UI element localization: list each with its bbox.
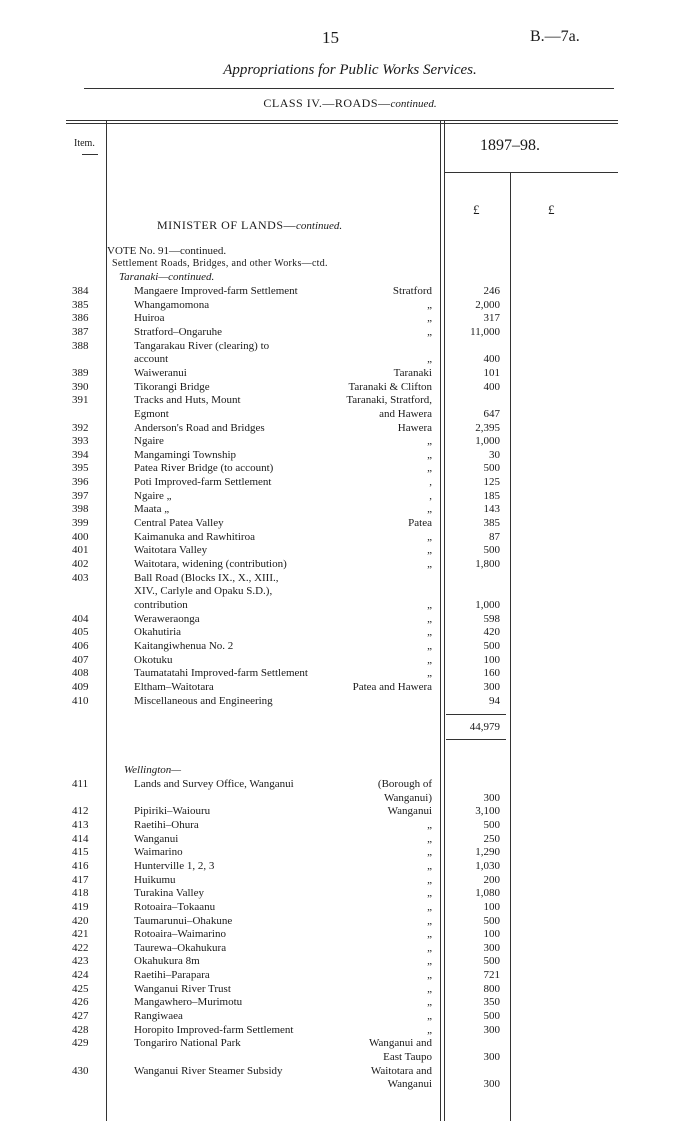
item-district: „ xyxy=(427,653,432,666)
heading-rule xyxy=(84,88,614,89)
region-wellington: Wellington— xyxy=(124,764,182,776)
item-number: 425 xyxy=(72,982,89,995)
class-label: CLASS IV.—ROADS— xyxy=(263,96,391,110)
year-header-rule xyxy=(444,172,618,173)
item-number: 401 xyxy=(72,544,89,557)
table-top-rule xyxy=(66,120,618,121)
table-row xyxy=(0,955,700,968)
table-row xyxy=(0,326,700,339)
item-amount: 100 xyxy=(483,900,500,913)
item-name: Waimarino xyxy=(134,846,183,859)
item-name: Taurewa–Okahukura xyxy=(134,941,227,954)
item-amount: 500 xyxy=(483,639,500,652)
item-name: Hunterville 1, 2, 3 xyxy=(134,859,215,872)
item-name: Okahutiria xyxy=(134,626,182,639)
item-number: 420 xyxy=(72,914,89,927)
table-row xyxy=(0,558,700,571)
item-amount: 100 xyxy=(483,928,500,941)
item-district: East Taupo xyxy=(383,1051,432,1063)
item-name: Central Patea Valley xyxy=(134,517,224,530)
region-taranaki: Taranaki—continued. xyxy=(119,271,215,283)
item-amount: 200 xyxy=(483,873,500,886)
item-district: (Borough of xyxy=(377,778,432,790)
item-number: 388 xyxy=(72,339,89,352)
item-name: Kaimanuka and Rawhitiroa xyxy=(134,530,255,543)
table-row xyxy=(0,585,700,598)
item-district: „ xyxy=(427,846,432,859)
item-name: Huikumu xyxy=(134,873,176,886)
item-amount: 300 xyxy=(483,941,500,954)
item-name: Tracks and Huts, Mount xyxy=(134,394,241,407)
item-number: 411 xyxy=(72,778,89,790)
item-number: 385 xyxy=(72,298,89,311)
item-name: Ngaire xyxy=(134,435,164,448)
item-amount: 300 xyxy=(483,1078,500,1091)
item-district: Patea xyxy=(408,517,432,530)
item-district: Waitotara and xyxy=(370,1064,432,1077)
item-amount: 350 xyxy=(483,996,500,1009)
item-amount: 143 xyxy=(483,503,500,516)
item-amount: 500 xyxy=(483,955,500,968)
item-district: Taranaki & Clifton xyxy=(348,380,432,393)
table-row xyxy=(0,626,700,639)
minister-heading xyxy=(157,218,342,233)
table-row xyxy=(0,778,700,791)
table-row xyxy=(0,928,700,941)
item-name: Eltham–Waitotara xyxy=(134,680,214,693)
item-number: 421 xyxy=(72,928,89,941)
vote-heading: VOTE No. 91—continued. xyxy=(107,245,227,257)
item-amount: 500 xyxy=(483,818,500,831)
item-number: 418 xyxy=(72,887,89,900)
item-amount: 400 xyxy=(483,380,500,393)
page-heading: Appropriations for Public Works Services. xyxy=(223,62,477,78)
item-number: 408 xyxy=(72,667,89,680)
class-line xyxy=(0,96,700,111)
item-district: „ xyxy=(427,818,432,831)
item-district: Wanganui) xyxy=(384,791,432,804)
item-amount: 125 xyxy=(483,476,500,489)
item-district: „ xyxy=(427,859,432,872)
item-amount: 500 xyxy=(483,914,500,927)
item-amount: 185 xyxy=(483,489,500,502)
item-amount: 300 xyxy=(483,791,500,804)
item-district: Hawera xyxy=(397,421,432,434)
item-district: „ xyxy=(427,503,432,516)
item-number: 390 xyxy=(72,380,89,393)
item-name: Miscellaneous and Engineering xyxy=(134,694,273,707)
item-name: Waitotara Valley xyxy=(134,544,208,557)
table-row xyxy=(0,1065,700,1078)
item-amount: 800 xyxy=(483,982,500,995)
item-name: Raetihi–Ohura xyxy=(134,818,199,831)
item-district: „ xyxy=(427,982,432,995)
item-amount: 1,000 xyxy=(475,435,500,448)
item-amount: 2,000 xyxy=(475,298,500,311)
table-row xyxy=(0,449,700,462)
item-name: Waitotara, widening (contribution) xyxy=(134,558,287,570)
item-number: 398 xyxy=(72,503,89,516)
item-amount: 246 xyxy=(483,285,500,297)
item-name: Mangaere Improved-farm Settlement xyxy=(134,285,298,297)
item-number: 394 xyxy=(72,448,89,461)
item-number: 427 xyxy=(72,1010,89,1023)
table-row xyxy=(0,613,700,626)
item-district: Wanganui xyxy=(387,1078,432,1091)
table-row xyxy=(0,381,700,394)
item-number: 415 xyxy=(72,846,89,859)
item-name: Waiweranui xyxy=(134,366,187,379)
item-header-dash xyxy=(82,154,98,155)
item-name: account xyxy=(134,353,169,366)
item-number: 429 xyxy=(72,1037,89,1050)
item-number: 416 xyxy=(72,859,89,872)
item-number: 392 xyxy=(72,421,89,434)
item-number: 412 xyxy=(72,805,89,818)
table-row xyxy=(0,435,700,448)
item-district: and Hawera xyxy=(379,407,432,420)
item-name: Poti Improved-farm Settlement xyxy=(134,476,272,489)
table-row xyxy=(0,312,700,325)
item-number: 403 xyxy=(72,571,89,584)
item-number: 428 xyxy=(72,1023,89,1036)
item-amount: 420 xyxy=(483,626,500,639)
item-number: 402 xyxy=(72,558,89,570)
pound-sign-col1: £ xyxy=(473,202,480,217)
item-name: Huiroa xyxy=(134,312,165,325)
item-district: „ xyxy=(427,462,432,475)
table-row xyxy=(0,1051,700,1064)
table-row xyxy=(0,942,700,955)
table-row xyxy=(0,1037,700,1050)
item-number: 409 xyxy=(72,680,89,693)
item-name: Maata „ xyxy=(134,503,170,516)
item-district: „ xyxy=(427,955,432,968)
item-name: Mangamingi Township xyxy=(134,448,236,461)
item-name: Egmont xyxy=(134,407,169,420)
item-amount: 250 xyxy=(483,832,500,845)
table-row xyxy=(0,969,700,982)
item-number: 393 xyxy=(72,435,89,448)
item-district: „ xyxy=(427,969,432,982)
table-row xyxy=(0,874,700,887)
item-amount: 30 xyxy=(489,448,500,461)
item-number: 396 xyxy=(72,476,89,489)
item-amount: 87 xyxy=(489,530,500,543)
item-amount: 2,395 xyxy=(475,421,500,434)
item-name: Ball Road (Blocks IX., X., XIII., xyxy=(134,571,279,584)
item-district: „ xyxy=(427,312,432,325)
item-name: Stratford–Ongaruhe xyxy=(134,325,222,338)
item-amount: 300 xyxy=(483,1051,500,1063)
item-amount: 500 xyxy=(483,544,500,557)
table-row xyxy=(0,667,700,680)
table-row xyxy=(0,353,700,366)
item-amount: 647 xyxy=(483,407,500,420)
item-name: Okahukura 8m xyxy=(134,955,200,968)
table-top-rule-2 xyxy=(66,123,618,124)
table-row xyxy=(0,915,700,928)
item-amount: 300 xyxy=(483,680,500,693)
table-row xyxy=(0,860,700,873)
item-amount: 100 xyxy=(483,653,500,666)
table-row xyxy=(0,476,700,489)
item-number: 399 xyxy=(72,517,89,530)
item-amount: 1,030 xyxy=(475,859,500,872)
item-number: 430 xyxy=(72,1064,89,1077)
item-district: „ xyxy=(427,544,432,557)
table-row xyxy=(0,422,700,435)
table-row xyxy=(0,887,700,900)
item-number: 426 xyxy=(72,996,89,1009)
table-row xyxy=(0,394,700,407)
item-name: Kaitangiwhenua No. 2 xyxy=(134,639,234,652)
table-row xyxy=(0,503,700,516)
item-district: Patea and Hawera xyxy=(352,680,432,693)
item-number: 386 xyxy=(72,312,89,325)
table-row xyxy=(0,340,700,353)
item-district: „ xyxy=(427,639,432,652)
item-district: Wanganui xyxy=(387,805,432,818)
item-amount: 500 xyxy=(483,1010,500,1023)
item-name: contribution xyxy=(134,598,188,611)
minister-name: MINISTER OF LANDS— xyxy=(157,218,297,232)
item-district: „ xyxy=(427,928,432,941)
item-number: 397 xyxy=(72,489,89,502)
table-row xyxy=(0,299,700,312)
item-amount: 721 xyxy=(483,969,500,982)
item-number: 424 xyxy=(72,969,89,982)
item-header: Item. xyxy=(74,138,95,149)
item-name: Wanganui River Trust xyxy=(134,982,231,995)
item-number: 419 xyxy=(72,900,89,913)
item-name: Taumarunui–Ohakune xyxy=(134,914,233,927)
item-district: „ xyxy=(427,873,432,886)
minister-continued: continued. xyxy=(296,220,343,232)
table-row xyxy=(0,408,700,421)
settlement-heading: Settlement Roads, Bridges, and other Works—ctd. xyxy=(112,258,328,269)
item-number: 406 xyxy=(72,639,89,652)
item-number: 400 xyxy=(72,530,89,543)
item-number: 417 xyxy=(72,873,89,886)
item-district: „ xyxy=(427,298,432,311)
table-row xyxy=(0,681,700,694)
page-number: 15 xyxy=(322,28,339,47)
table-row xyxy=(0,805,700,818)
table-row xyxy=(0,1024,700,1037)
item-district: Stratford xyxy=(392,285,432,297)
item-amount: 598 xyxy=(483,612,500,625)
item-number: 423 xyxy=(72,955,89,968)
table-row xyxy=(0,572,700,585)
item-district: „ xyxy=(427,448,432,461)
table-row xyxy=(0,490,700,503)
item-name: Lands and Survey Office, Wanganui xyxy=(134,778,294,790)
item-number: 404 xyxy=(72,612,89,625)
item-name: XIV., Carlyle and Opaku S.D.), xyxy=(134,585,273,598)
class-continued: continued. xyxy=(390,98,437,110)
table-row xyxy=(0,462,700,475)
item-district: „ xyxy=(427,900,432,913)
item-name: Ngaire „ xyxy=(134,489,172,502)
item-number: 413 xyxy=(72,818,89,831)
item-number: 387 xyxy=(72,325,89,338)
item-name: Okotuku xyxy=(134,653,173,666)
table-row xyxy=(0,996,700,1009)
item-amount: 101 xyxy=(483,366,500,379)
item-amount: 400 xyxy=(483,353,500,366)
table-row xyxy=(0,695,700,708)
item-district: „ xyxy=(427,996,432,1009)
table-row xyxy=(0,846,700,859)
table-row xyxy=(0,901,700,914)
item-district: „ xyxy=(427,887,432,900)
item-district: „ xyxy=(427,612,432,625)
item-number: 414 xyxy=(72,832,89,845)
item-name: Rotoaira–Tokaanu xyxy=(134,900,216,913)
item-district: „ xyxy=(427,941,432,954)
table-row xyxy=(0,544,700,557)
item-name: Patea River Bridge (to account) xyxy=(134,462,274,475)
item-district: „ xyxy=(427,325,432,338)
item-district: „ xyxy=(427,353,432,366)
item-name: Turakina Valley xyxy=(134,887,204,900)
item-name: Tongariro National Park xyxy=(134,1037,241,1050)
item-district: „ xyxy=(427,435,432,448)
table-row xyxy=(0,833,700,846)
item-district: Taranaki, Stratford, xyxy=(346,394,432,407)
table-row xyxy=(0,1078,700,1091)
table-row xyxy=(0,599,700,612)
item-district: „ xyxy=(427,1010,432,1023)
item-name: Whangamomona xyxy=(134,298,210,311)
item-amount: 11,000 xyxy=(470,325,500,338)
item-number: 395 xyxy=(72,462,89,475)
item-district: Taranaki xyxy=(393,366,432,379)
item-name: Wanganui River Steamer Subsidy xyxy=(134,1064,283,1077)
item-number: 405 xyxy=(72,626,89,639)
table-row xyxy=(0,531,700,544)
item-district: , xyxy=(429,476,432,489)
item-name: Pipiriki–Waiouru xyxy=(134,805,211,818)
item-district: „ xyxy=(427,530,432,543)
item-name: Taumatatahi Improved-farm Settlement xyxy=(134,667,308,680)
item-district: „ xyxy=(427,914,432,927)
item-number: 410 xyxy=(72,694,89,707)
item-district: „ xyxy=(427,626,432,639)
item-name: Anderson's Road and Bridges xyxy=(134,421,265,434)
item-name: Horopito Improved-farm Settlement xyxy=(134,1023,294,1036)
taranaki-total: 44,979 xyxy=(469,721,500,733)
item-amount: 3,100 xyxy=(475,805,500,818)
item-amount: 500 xyxy=(483,462,500,475)
total-rule-top xyxy=(446,714,506,715)
document-reference: B.—7a. xyxy=(530,28,580,45)
item-amount: 317 xyxy=(483,312,500,325)
table-row xyxy=(0,654,700,667)
item-district: „ xyxy=(427,1023,432,1036)
item-amount: 160 xyxy=(483,667,500,680)
table-row xyxy=(0,640,700,653)
item-number: 384 xyxy=(72,285,89,297)
item-amount: 1,080 xyxy=(475,887,500,900)
item-district: „ xyxy=(427,667,432,680)
item-amount: 385 xyxy=(483,517,500,530)
item-name: Raetihi–Parapara xyxy=(134,969,210,982)
item-number: 422 xyxy=(72,941,89,954)
table-row xyxy=(0,367,700,380)
item-name: Weraweraonga xyxy=(134,612,200,625)
item-number: 389 xyxy=(72,366,89,379)
table-row xyxy=(0,517,700,530)
item-amount: 94 xyxy=(489,694,500,707)
pound-sign-col2: £ xyxy=(548,202,555,217)
item-amount: 1,000 xyxy=(475,598,500,611)
item-name: Tangarakau River (clearing) to xyxy=(134,339,270,352)
item-number: 407 xyxy=(72,653,89,666)
item-name: Wanganui xyxy=(134,832,179,845)
table-row xyxy=(0,1010,700,1023)
table-row xyxy=(0,285,700,298)
item-district: „ xyxy=(427,832,432,845)
year-header: 1897–98. xyxy=(480,137,540,154)
table-row xyxy=(0,819,700,832)
item-amount: 1,290 xyxy=(475,846,500,859)
item-amount: 1,800 xyxy=(475,558,500,570)
item-district: „ xyxy=(427,598,432,611)
item-name: Tikorangi Bridge xyxy=(134,380,210,393)
item-amount: 300 xyxy=(483,1023,500,1036)
table-row xyxy=(0,983,700,996)
item-number: 391 xyxy=(72,394,89,407)
item-name: Mangawhero–Murimotu xyxy=(134,996,243,1009)
item-district: Wanganui and xyxy=(369,1037,432,1050)
item-district: „ xyxy=(427,558,432,570)
total-rule-bottom xyxy=(446,739,506,740)
item-name: Rangiwaea xyxy=(134,1010,183,1023)
item-district: , xyxy=(429,489,432,502)
table-row xyxy=(0,792,700,805)
item-name: Rotoaira–Waimarino xyxy=(134,928,226,941)
